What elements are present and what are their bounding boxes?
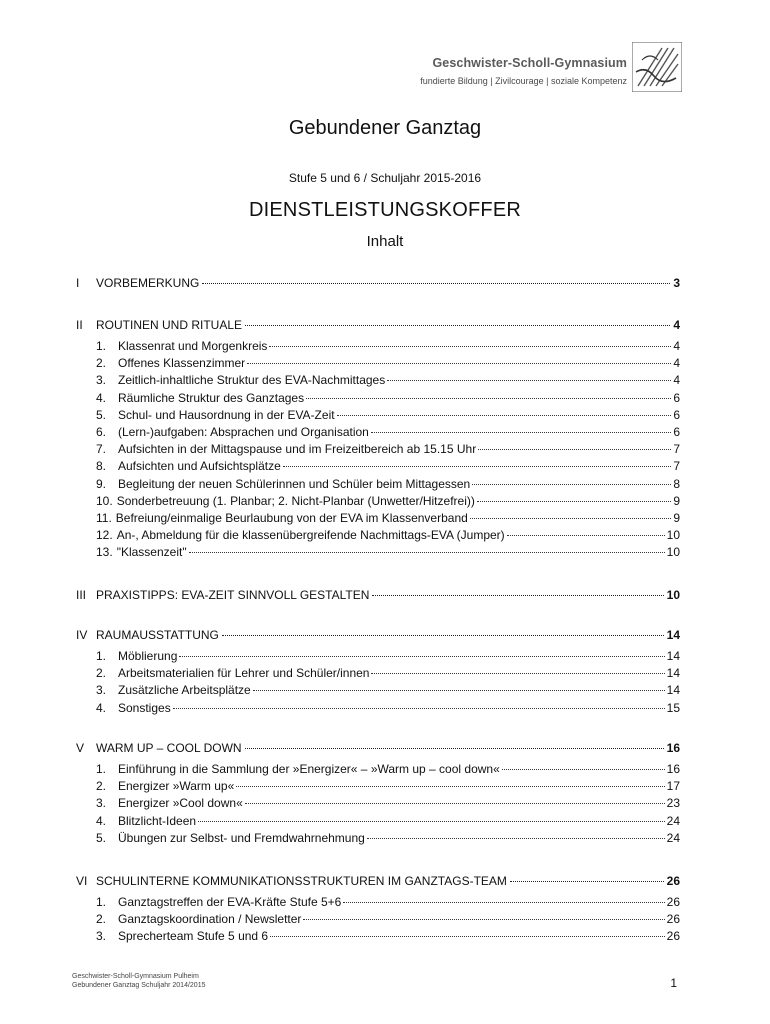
toc-section-number: I [76,276,80,290]
toc-section[interactable] [76,874,680,888]
toc-item-title: Blitzlicht-Ideen [118,813,197,828]
contents-heading: Inhalt [366,233,404,250]
toc-item-number: 3. [96,929,107,944]
toc-item-title: Ganztagstreffen der EVA-Kräfte Stufe 5+6 [118,895,342,909]
toc-leader-dots [343,902,664,903]
toc-section[interactable] [76,318,680,332]
toc-item[interactable] [96,477,680,491]
toc-item-page: 6 [673,425,680,439]
toc-item-page: 10 [666,545,680,560]
toc-item-number: 1. [96,762,107,776]
toc-section-number: VI [76,874,88,888]
toc-item-page: 26 [666,912,680,927]
toc-leader-dots [202,283,670,284]
toc-leader-dots [306,398,671,399]
toc-leader-dots [477,501,671,502]
toc-leader-dots [387,380,671,381]
toc-item[interactable] [96,511,680,525]
toc-item-number: 1. [96,339,107,353]
toc-item[interactable] [96,339,680,353]
toc-item-number: 2. [96,779,107,794]
document-subtitle: Stufe 5 und 6 / Schuljahr 2015-2016 [288,171,482,185]
toc-item-number: 2. [96,356,107,371]
toc-item-page: 6 [673,390,680,405]
toc-item-number: 1. [96,649,107,663]
toc-item-page: 24 [666,813,680,828]
document-heading: DIENSTLEISTUNGSKOFFER [248,199,521,221]
toc-item[interactable] [96,356,680,370]
toc-item-title: Räumliche Struktur des Ganztages [118,390,305,405]
toc-item-number: 1. [96,895,107,909]
toc-section-title: SCHULINTERNE KOMMUNIKATIONSSTRUKTUREN IM GANZTAGS-TEAM [96,874,507,888]
toc-item-title: Zeitlich-inhaltliche Struktur des EVA-Nachmittages [118,373,386,388]
toc-item-title: Aufsichten und Aufsichtsplätze [118,459,281,474]
toc-leader-dots [470,518,672,519]
toc-item-number: 5. [96,407,107,422]
toc-item[interactable] [96,796,680,810]
toc-leader-dots [371,673,664,674]
toc-item[interactable] [96,494,680,508]
toc-item-page: 7 [673,459,680,474]
toc-item-page: 4 [673,373,680,388]
toc-leader-dots [222,635,664,636]
toc-section[interactable] [76,276,680,290]
toc-item-page: 9 [673,511,680,525]
toc-item-title: Ganztagskoordination / Newsletter [118,912,302,927]
toc-item-number: 2. [96,912,107,927]
toc-leader-dots [270,936,665,937]
toc-section-title: RAUMAUSSTATTUNG [96,628,219,642]
toc-item-title: Sonstiges [118,700,171,715]
toc-section-number: IV [76,628,88,642]
toc-item-page: 14 [666,666,680,681]
toc-leader-dots [478,449,671,450]
toc-item-title: (Lern-)aufgaben: Absprachen und Organisation [118,425,369,439]
school-tagline: fundierte Bildung | Zivilcourage | soziale Kompetenz [420,76,627,86]
toc-section-page: 16 [666,741,680,755]
toc-item[interactable] [96,683,680,697]
toc-item[interactable] [96,528,680,542]
toc-item[interactable] [96,912,680,926]
toc-section-page: 4 [673,318,680,332]
toc-item-title: Befreiung/einmalige Beurlaubung von der EVA im Klassenverband [115,511,468,525]
toc-item-page: 8 [673,476,680,491]
toc-leader-dots [510,881,664,882]
toc-item-title: "Klassenzeit" [116,545,187,560]
toc-leader-dots [269,346,671,347]
toc-item-page: 4 [673,339,680,353]
toc-item-title: Offenes Klassenzimmer [118,356,246,371]
toc-item[interactable] [96,425,680,439]
toc-item-page: 14 [666,649,680,663]
toc-item-page: 6 [673,407,680,422]
toc-leader-dots [507,535,665,536]
toc-item-title: Energizer »Cool down« [118,796,243,811]
toc-item-number: 3. [96,796,107,811]
footer-line: Gebundener Ganztag Schuljahr 2014/2015 [72,982,206,989]
toc-item[interactable] [96,666,680,680]
toc-item-number: 3. [96,373,107,388]
toc-leader-dots [198,821,665,822]
toc-leader-dots [371,432,671,433]
toc-section-page: 14 [666,628,680,642]
toc-item-number: 7. [96,442,107,457]
toc-item[interactable] [96,442,680,456]
toc-item-title: Sprecherteam Stufe 5 und 6 [118,929,269,944]
toc-leader-dots [502,769,665,770]
toc-item-title: Aufsichten in der Mittagspause und im Freizeitbereich ab 15.15 Uhr [118,442,477,457]
toc-item[interactable] [96,391,680,405]
toc-item-number: 11. [96,511,112,525]
toc-item-page: 24 [666,830,680,845]
toc-item-page: 16 [666,762,680,776]
toc-section-title: PRAXISTIPPS: EVA-ZEIT SINNVOLL GESTALTEN [96,588,370,602]
toc-section[interactable] [76,628,680,642]
toc-item-title: Einführung in die Sammlung der »Energizer« – »Warm up – cool down« [118,762,500,776]
toc-item-number: 4. [96,390,107,405]
toc-item[interactable] [96,649,680,663]
toc-item-title: Zusätzliche Arbeitsplätze [118,683,251,698]
toc-item-title: An-, Abmeldung für die klassenübergreifende Nachmittags-EVA (Jumper) [116,528,505,543]
toc-leader-dots [173,708,665,709]
toc-leader-dots [367,838,665,839]
toc-item-number: 4. [96,813,107,828]
toc-leader-dots [283,466,672,467]
toc-leader-dots [303,919,664,920]
toc-item[interactable] [96,408,680,422]
toc-leader-dots [245,748,664,749]
toc-section-number: III [76,588,87,602]
toc-section-number: II [76,318,83,332]
toc-item-number: 9. [96,476,107,491]
toc-item-title: Begleitung der neuen Schülerinnen und Schüler beim Mittagessen [118,476,471,491]
toc-item-page: 14 [666,683,680,698]
footer [72,972,206,990]
toc-item-page: 26 [666,929,680,944]
toc-item[interactable] [96,701,680,715]
toc-section-page: 26 [666,874,680,888]
toc-item-title: Energizer »Warm up« [118,779,235,794]
toc-item-number: 5. [96,830,107,845]
toc-section-title: VORBEMERKUNG [96,276,200,290]
toc-leader-dots [372,595,663,596]
toc-item[interactable] [96,814,680,828]
toc-item-number: 8. [96,459,107,474]
toc-leader-dots [245,803,665,804]
toc-item-number: 6. [96,425,107,439]
toc-item-page: 17 [666,779,680,794]
toc-section[interactable] [76,741,680,755]
toc-item[interactable] [96,831,680,845]
toc-item[interactable] [96,895,680,909]
toc-section-number: V [76,741,85,755]
toc-item-title: Klassenrat und Morgenkreis [118,339,268,353]
toc-item-title: Schul- und Hausordnung in der EVA-Zeit [118,407,335,422]
toc-item-page: 4 [673,356,680,371]
toc-item-title: Sonderbetreuung (1. Planbar; 2. Nicht-Planbar (Unwetter/Hitzefrei)) [116,493,475,508]
toc-item-page: 10 [666,528,680,543]
toc-leader-dots [236,786,664,787]
toc-item-page: 15 [666,700,680,715]
page-number: 1 [670,976,677,990]
toc-section-title: ROUTINEN UND RITUALE [96,318,243,332]
toc-leader-dots [253,690,665,691]
toc-section-page: 10 [666,588,680,602]
toc-section-title: WARM UP – COOL DOWN [96,741,242,755]
toc-item-number: 4. [96,700,107,715]
toc-item-title: Arbeitsmaterialien für Lehrer und Schüler/innen [118,666,370,681]
toc-item-number: 3. [96,683,107,698]
toc-item-page: 7 [673,442,680,457]
toc-item[interactable] [96,762,680,776]
toc-item[interactable] [96,545,680,559]
toc-item-number: 13. [96,545,113,560]
toc-section-page: 3 [673,276,680,290]
footer-line: Geschwister-Scholl-Gymnasium Pulheim [72,973,199,980]
toc-leader-dots [189,552,665,553]
toc-item[interactable] [96,459,680,473]
toc-item-number: 12. [96,528,113,543]
toc-leader-dots [245,325,670,326]
document-title: Gebundener Ganztag [288,117,482,139]
toc-leader-dots [337,415,672,416]
toc-item-title: Übungen zur Selbst- und Fremdwahrnehmung [118,830,365,845]
toc-item[interactable] [96,929,680,943]
toc-item-number: 10. [96,493,113,508]
toc-section[interactable] [76,588,680,602]
toc-leader-dots [247,363,671,364]
toc-item-page: 9 [673,493,680,508]
toc-item-page: 26 [666,895,680,909]
toc-item-title: Möblierung [118,649,178,663]
toc-leader-dots [472,484,671,485]
toc-item-number: 2. [96,666,107,681]
toc-item-page: 23 [666,796,680,811]
toc-item[interactable] [96,373,680,387]
school-name: Geschwister-Scholl-Gymnasium [432,56,627,70]
toc-item[interactable] [96,779,680,793]
toc-leader-dots [179,656,664,657]
